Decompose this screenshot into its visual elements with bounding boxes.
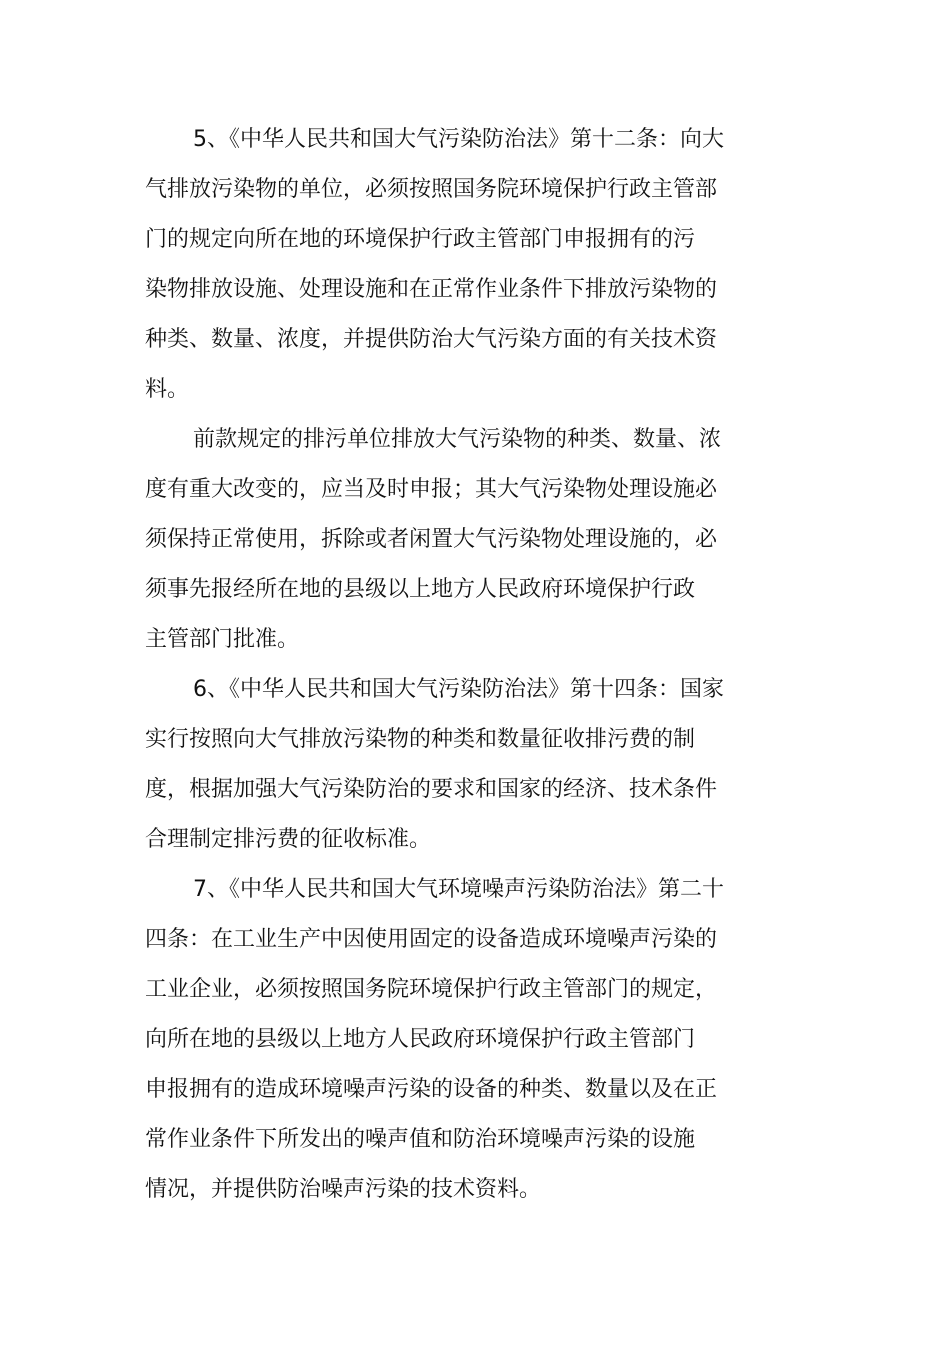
text-line: 前款规定的排污单位排放大气污染物的种类、数量、浓 (193, 427, 722, 452)
text-line: 工业企业，必须按照国务院环境保护行政主管部门的规定， (145, 977, 718, 1002)
text-line: 四条：在工业生产中因使用固定的设备造成环境噪声污染的 (145, 927, 718, 952)
text-line: 种类、数量、浓度，并提供防治大气污染方面的有关技术资 (145, 327, 718, 352)
text-line: 情况，并提供防治噪声污染的技术资料。 (145, 1177, 542, 1202)
text-line: 实行按照向大气排放污染物的种类和数量征收排污费的制 (145, 727, 696, 752)
text-line: 7、《中华人民共和国大气环境噪声污染防治法》第二十 (193, 877, 724, 902)
text-line: 度，根据加强大气污染防治的要求和国家的经济、技术条件 (145, 777, 718, 802)
text-line: 须保持正常使用，拆除或者闲置大气污染物处理设施的，必 (145, 527, 718, 552)
text-line: 度有重大改变的，应当及时申报；其大气污染物处理设施必 (145, 477, 718, 502)
text-line: 常作业条件下所发出的噪声值和防治环境噪声污染的设施 (145, 1127, 696, 1152)
text-line: 5、《中华人民共和国大气污染防治法》第十二条：向大 (193, 127, 724, 152)
text-line: 须事先报经所在地的县级以上地方人民政府环境保护行政 (145, 577, 696, 602)
text-line: 门的规定向所在地的环境保护行政主管部门申报拥有的污 (145, 227, 696, 252)
text-line: 料。 (145, 377, 190, 402)
text-line: 合理制定排污费的征收标准。 (145, 827, 432, 852)
text-line: 主管部门批准。 (145, 627, 300, 652)
text-line: 气排放污染物的单位，必须按照国务院环境保护行政主管部 (145, 177, 718, 202)
text-line: 6、《中华人民共和国大气污染防治法》第十四条：国家 (193, 677, 724, 702)
text-line: 向所在地的县级以上地方人民政府环境保护行政主管部门 (145, 1027, 696, 1052)
text-line: 申报拥有的造成环境噪声污染的设备的种类、数量以及在正 (145, 1077, 718, 1102)
text-line: 染物排放设施、处理设施和在正常作业条件下排放污染物的 (145, 277, 718, 302)
